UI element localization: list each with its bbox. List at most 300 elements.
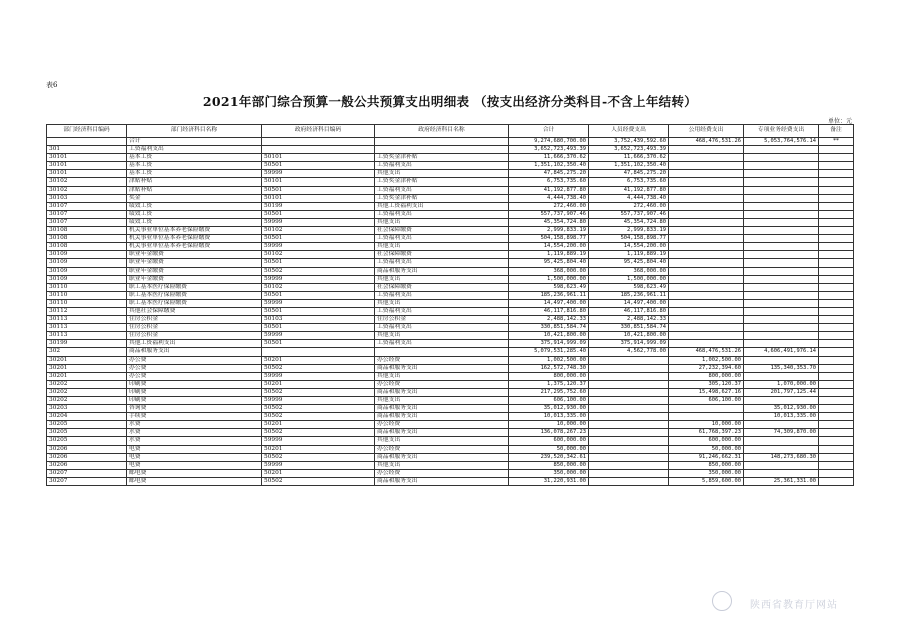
- table-cell-public: [669, 243, 744, 251]
- table-cell-public: [669, 186, 744, 194]
- table-cell-c1: 30101: [47, 170, 127, 178]
- table-row: [47, 251, 854, 259]
- table-cell-note: [819, 477, 854, 485]
- table-cell-public: [669, 267, 744, 275]
- table-cell-public: [669, 299, 744, 307]
- table-cell-total: 3,652,723,493.39: [509, 146, 589, 154]
- table-row: [47, 202, 854, 210]
- table-cell-total: 368,000.00: [509, 267, 589, 275]
- table-row: [47, 146, 854, 154]
- table-cell-public: 91,246,662.31: [669, 453, 744, 461]
- table-cell-public: 468,476,531.26: [669, 138, 744, 146]
- col-header: 部门经济科目名称: [127, 125, 262, 138]
- table-cell-special: [744, 235, 819, 243]
- table-row: [47, 469, 854, 477]
- table-cell-note: [819, 421, 854, 429]
- table-cell-total: 10,000.00: [509, 421, 589, 429]
- table-cell-special: [744, 469, 819, 477]
- table-row: [47, 291, 854, 299]
- table-cell-c4: 其他工资福利支出: [375, 202, 509, 210]
- table-cell-public: [669, 332, 744, 340]
- table-cell-c2: 工资福利支出: [127, 146, 262, 154]
- col-header: 公用经费支出: [669, 125, 744, 138]
- table-cell-c1: 30201: [47, 356, 127, 364]
- table-body: [47, 138, 854, 486]
- table-cell-note: [819, 202, 854, 210]
- table-row: [47, 388, 854, 396]
- table-cell-special: [744, 307, 819, 315]
- table-cell-public: 800,000.00: [669, 372, 744, 380]
- table-row: [47, 154, 854, 162]
- table-cell-c3: 50201: [262, 421, 375, 429]
- table-cell-c1: 30109: [47, 251, 127, 259]
- table-cell-public: [669, 275, 744, 283]
- table-cell-personnel: [589, 372, 669, 380]
- table-cell-public: [669, 340, 744, 348]
- table-cell-c2: 办公费: [127, 372, 262, 380]
- table-cell-c4: 其他支出: [375, 397, 509, 405]
- table-cell-public: 606,100.00: [669, 397, 744, 405]
- table-row: [47, 477, 854, 485]
- table-cell-c1: 30206: [47, 445, 127, 453]
- table-cell-c4: 商品和服务支出: [375, 388, 509, 396]
- table-row: [47, 218, 854, 226]
- table-cell-public: [669, 307, 744, 315]
- table-cell-total: 47,845,275.20: [509, 170, 589, 178]
- table-cell-total: 162,572,748.30: [509, 364, 589, 372]
- table-cell-c2: 基本工资: [127, 170, 262, 178]
- table-cell-note: [819, 364, 854, 372]
- table-cell-c2: 邮电费: [127, 477, 262, 485]
- table-cell-c1: 302: [47, 348, 127, 356]
- table-cell-note: [819, 243, 854, 251]
- table-cell-total: 850,000.00: [509, 461, 589, 469]
- table-cell-c2: 合计: [127, 138, 262, 146]
- table-cell-personnel: [589, 388, 669, 396]
- table-cell-c2: 基本工资: [127, 162, 262, 170]
- table-cell-personnel: 46,117,816.80: [589, 307, 669, 315]
- table-cell-note: [819, 283, 854, 291]
- table-cell-c3: 59999: [262, 275, 375, 283]
- table-cell-special: [744, 178, 819, 186]
- table-cell-c3: 59999: [262, 243, 375, 251]
- table-cell-public: 350,000.00: [669, 469, 744, 477]
- table-row: [47, 170, 854, 178]
- table-cell-c1: 30205: [47, 421, 127, 429]
- table-cell-special: [744, 210, 819, 218]
- table-cell-c4: 工资奖金津补贴: [375, 154, 509, 162]
- table-cell-personnel: [589, 469, 669, 477]
- table-cell-c2: 津贴补贴: [127, 186, 262, 194]
- table-cell-total: 14,554,200.00: [509, 243, 589, 251]
- col-header: 合计: [509, 125, 589, 138]
- table-row: [47, 227, 854, 235]
- table-cell-note: [819, 324, 854, 332]
- table-cell-c4: 工资奖金津补贴: [375, 194, 509, 202]
- table-cell-note: [819, 461, 854, 469]
- table-cell-c2: 奖金: [127, 194, 262, 202]
- table-cell-c3: 50101: [262, 178, 375, 186]
- table-cell-c2: 办公费: [127, 356, 262, 364]
- table-cell-c1: 30113: [47, 332, 127, 340]
- table-cell-c4: 其他支出: [375, 218, 509, 226]
- table-cell-special: [744, 243, 819, 251]
- table-row: [47, 275, 854, 283]
- table-cell-c4: 办公经费: [375, 445, 509, 453]
- table-cell-note: [819, 340, 854, 348]
- table-cell-special: [744, 259, 819, 267]
- table-cell-public: 15,498,627.16: [669, 388, 744, 396]
- table-cell-total: 375,914,999.09: [509, 340, 589, 348]
- table-cell-c3: 50201: [262, 356, 375, 364]
- table-cell-personnel: 45,354,724.80: [589, 218, 669, 226]
- table-cell-personnel: [589, 421, 669, 429]
- table-cell-public: [669, 251, 744, 259]
- table-cell-c3: 50102: [262, 251, 375, 259]
- table-cell-c1: 30110: [47, 291, 127, 299]
- table-cell-c1: 30103: [47, 194, 127, 202]
- table-cell-personnel: 1,119,889.19: [589, 251, 669, 259]
- table-cell-special: 5,053,764,576.14: [744, 138, 819, 146]
- table-cell-c3: 50101: [262, 154, 375, 162]
- table-cell-public: [669, 170, 744, 178]
- table-cell-public: 5,859,600.00: [669, 477, 744, 485]
- table-cell-public: 305,120.37: [669, 380, 744, 388]
- table-cell-total: 9,274,680,700.00: [509, 138, 589, 146]
- table-row: [47, 364, 854, 372]
- table-row: [47, 413, 854, 421]
- table-cell-personnel: 598,623.49: [589, 283, 669, 291]
- table-cell-c2: 职工基本医疗保险缴费: [127, 291, 262, 299]
- table-cell-special: 1,070,000.00: [744, 380, 819, 388]
- table-cell-total: 6,753,735.60: [509, 178, 589, 186]
- table-cell-personnel: 41,192,877.80: [589, 186, 669, 194]
- table-cell-total: 5,079,531,285.40: [509, 348, 589, 356]
- table-cell-c1: 30101: [47, 154, 127, 162]
- table-cell-special: [744, 445, 819, 453]
- table-cell-special: [744, 332, 819, 340]
- table-cell-note: [819, 218, 854, 226]
- table-cell-special: 10,013,335.00: [744, 413, 819, 421]
- table-cell-note: [819, 429, 854, 437]
- table-cell-c3: 50501: [262, 324, 375, 332]
- table-cell-c4: 工资奖金津补贴: [375, 178, 509, 186]
- table-cell-c1: [47, 138, 127, 146]
- table-cell-total: 11,666,370.62: [509, 154, 589, 162]
- table-cell-note: [819, 372, 854, 380]
- table-cell-note: [819, 356, 854, 364]
- table-cell-special: [744, 397, 819, 405]
- table-cell-c4: 办公经费: [375, 380, 509, 388]
- table-cell-c1: 30203: [47, 405, 127, 413]
- table-cell-personnel: 4,562,778.00: [589, 348, 669, 356]
- table-row: [47, 138, 854, 146]
- table-cell-c2: 职工基本医疗保险缴费: [127, 283, 262, 291]
- table-cell-c3: 50502: [262, 429, 375, 437]
- table-cell-c1: 30202: [47, 397, 127, 405]
- table-cell-c4: [375, 138, 509, 146]
- table-cell-c4: 其他支出: [375, 170, 509, 178]
- table-cell-c4: 商品和服务支出: [375, 477, 509, 485]
- table-cell-c4: 社会保障缴费: [375, 251, 509, 259]
- table-cell-total: 800,000.00: [509, 372, 589, 380]
- table-cell-c2: 津贴补贴: [127, 178, 262, 186]
- table-cell-c4: 商品和服务支出: [375, 405, 509, 413]
- table-cell-c4: 商品和服务支出: [375, 413, 509, 421]
- table-cell-c4: 其他支出: [375, 243, 509, 251]
- table-cell-public: [669, 202, 744, 210]
- table-row: [47, 299, 854, 307]
- table-cell-note: [819, 178, 854, 186]
- table-cell-special: [744, 461, 819, 469]
- table-cell-c1: 30107: [47, 202, 127, 210]
- table-cell-total: 35,012,930.00: [509, 405, 589, 413]
- table-cell-note: [819, 259, 854, 267]
- table-cell-personnel: 185,236,961.11: [589, 291, 669, 299]
- table-cell-personnel: [589, 477, 669, 485]
- table-cell-total: 46,117,816.80: [509, 307, 589, 315]
- table-cell-c4: 其他支出: [375, 437, 509, 445]
- table-row: [47, 235, 854, 243]
- table-cell-personnel: 504,158,898.77: [589, 235, 669, 243]
- table-cell-total: 95,425,804.40: [509, 259, 589, 267]
- table-cell-note: [819, 170, 854, 178]
- table-cell-note: [819, 397, 854, 405]
- budget-table: [46, 124, 854, 486]
- table-cell-c3: 50502: [262, 364, 375, 372]
- table-row: [47, 453, 854, 461]
- table-cell-c4: 工资福利支出: [375, 307, 509, 315]
- table-cell-personnel: 330,851,584.74: [589, 324, 669, 332]
- table-cell-public: [669, 146, 744, 154]
- table-cell-c3: 50102: [262, 283, 375, 291]
- table-cell-c2: 电费: [127, 445, 262, 453]
- table-cell-public: 1,002,500.00: [669, 356, 744, 364]
- table-cell-c4: 其他支出: [375, 372, 509, 380]
- table-cell-special: [744, 170, 819, 178]
- table-cell-c2: 住房公积金: [127, 332, 262, 340]
- table-cell-personnel: 10,421,800.00: [589, 332, 669, 340]
- table-cell-c3: 59999: [262, 218, 375, 226]
- table-cell-personnel: [589, 413, 669, 421]
- table-cell-c3: 50502: [262, 453, 375, 461]
- table-cell-personnel: [589, 397, 669, 405]
- table-cell-note: [819, 251, 854, 259]
- table-cell-c4: 工资福利支出: [375, 162, 509, 170]
- table-cell-public: [669, 178, 744, 186]
- table-cell-c2: 基本工资: [127, 154, 262, 162]
- table-cell-c2: 住房公积金: [127, 316, 262, 324]
- table-cell-c4: 其他支出: [375, 275, 509, 283]
- table-cell-personnel: 4,444,738.40: [589, 194, 669, 202]
- table-cell-c4: 办公经费: [375, 469, 509, 477]
- table-cell-c1: 30107: [47, 210, 127, 218]
- table-cell-c2: 机关事业单位基本养老保险缴费: [127, 227, 262, 235]
- table-cell-c1: 30204: [47, 413, 127, 421]
- table-cell-personnel: 14,497,400.00: [589, 299, 669, 307]
- table-cell-c4: [375, 348, 509, 356]
- table-row: [47, 178, 854, 186]
- table-cell-c1: 30109: [47, 267, 127, 275]
- table-row: [47, 421, 854, 429]
- table-cell-total: 606,100.00: [509, 397, 589, 405]
- table-cell-note: [819, 227, 854, 235]
- table-cell-c1: 30108: [47, 243, 127, 251]
- table-cell-c2: 水费: [127, 429, 262, 437]
- table-cell-c2: 住房公积金: [127, 324, 262, 332]
- table-cell-c1: 30109: [47, 275, 127, 283]
- table-cell-c2: 水费: [127, 421, 262, 429]
- table-cell-c2: 办公费: [127, 364, 262, 372]
- table-row: [47, 372, 854, 380]
- table-cell-personnel: 368,000.00: [589, 267, 669, 275]
- table-cell-note: [819, 307, 854, 315]
- table-cell-special: [744, 218, 819, 226]
- table-cell-note: [819, 453, 854, 461]
- table-cell-c3: 50102: [262, 227, 375, 235]
- table-cell-total: 41,192,877.80: [509, 186, 589, 194]
- table-cell-total: 10,421,800.00: [509, 332, 589, 340]
- table-cell-c2: 电费: [127, 461, 262, 469]
- table-cell-personnel: [589, 380, 669, 388]
- table-cell-special: [744, 275, 819, 283]
- table-cell-personnel: [589, 453, 669, 461]
- table-cell-personnel: 2,999,833.19: [589, 227, 669, 235]
- table-cell-c2: 绩效工资: [127, 210, 262, 218]
- table-cell-public: [669, 210, 744, 218]
- table-cell-personnel: 95,425,804.40: [589, 259, 669, 267]
- table-cell-c4: 工资福利支出: [375, 235, 509, 243]
- table-cell-public: 27,232,394.60: [669, 364, 744, 372]
- table-cell-c2: 职业年金缴费: [127, 259, 262, 267]
- table-cell-c2: 印刷费: [127, 380, 262, 388]
- table-cell-c4: 商品和服务支出: [375, 429, 509, 437]
- table-cell-total: 31,220,931.00: [509, 477, 589, 485]
- table-cell-c1: 30113: [47, 316, 127, 324]
- table-cell-c3: 59999: [262, 170, 375, 178]
- table-cell-c2: 职业年金缴费: [127, 251, 262, 259]
- table-cell-public: [669, 405, 744, 413]
- table-cell-c1: 30205: [47, 437, 127, 445]
- table-cell-c4: 工资福利支出: [375, 186, 509, 194]
- table-cell-c1: 30207: [47, 477, 127, 485]
- table-cell-total: 45,354,724.80: [509, 218, 589, 226]
- table-cell-note: [819, 146, 854, 154]
- table-cell-c4: 商品和服务支出: [375, 364, 509, 372]
- table-cell-note: [819, 162, 854, 170]
- table-cell-c1: 30107: [47, 218, 127, 226]
- table-row: [47, 267, 854, 275]
- table-cell-total: 10,013,335.00: [509, 413, 589, 421]
- table-cell-special: 25,361,331.00: [744, 477, 819, 485]
- table-cell-note: [819, 291, 854, 299]
- table-cell-public: 468,476,531.26: [669, 348, 744, 356]
- table-cell-personnel: 3,752,439,592.60: [589, 138, 669, 146]
- table-cell-public: 50,000.00: [669, 445, 744, 453]
- table-cell-public: [669, 316, 744, 324]
- table-cell-public: [669, 227, 744, 235]
- table-cell-special: [744, 356, 819, 364]
- table-cell-c1: 30102: [47, 186, 127, 194]
- table-row: [47, 307, 854, 315]
- table-cell-personnel: [589, 461, 669, 469]
- table-cell-c2: 其他社会保障缴费: [127, 307, 262, 315]
- table-cell-total: 1,351,102,350.40: [509, 162, 589, 170]
- table-cell-c1: 30207: [47, 469, 127, 477]
- table-cell-personnel: 557,737,907.46: [589, 210, 669, 218]
- table-cell-c3: 50201: [262, 380, 375, 388]
- col-header: 备注: [819, 125, 854, 138]
- table-cell-c1: 30201: [47, 364, 127, 372]
- table-cell-c1: 30102: [47, 178, 127, 186]
- table-cell-note: [819, 445, 854, 453]
- table-cell-public: [669, 259, 744, 267]
- table-cell-public: 61,768,397.23: [669, 429, 744, 437]
- watermark: 陕西省教育厅网站: [750, 600, 838, 611]
- table-cell-c1: 30108: [47, 227, 127, 235]
- table-cell-personnel: [589, 445, 669, 453]
- table-cell-c4: 其他支出: [375, 461, 509, 469]
- table-cell-personnel: 2,488,142.33: [589, 316, 669, 324]
- table-cell-note: [819, 405, 854, 413]
- table-cell-special: [744, 316, 819, 324]
- table-cell-c1: 30205: [47, 429, 127, 437]
- table-cell-c2: 印刷费: [127, 388, 262, 396]
- table-cell-personnel: [589, 356, 669, 364]
- table-cell-special: [744, 202, 819, 210]
- table-cell-special: 148,273,680.30: [744, 453, 819, 461]
- table-cell-c4: 工资福利支出: [375, 340, 509, 348]
- table-cell-c2: 机关事业单位基本养老保险缴费: [127, 243, 262, 251]
- table-cell-c4: 办公经费: [375, 356, 509, 364]
- table-cell-public: [669, 324, 744, 332]
- table-cell-c1: 30201: [47, 372, 127, 380]
- table-cell-note: [819, 210, 854, 218]
- watermark-seal-icon: [712, 591, 732, 611]
- table-cell-c3: 50501: [262, 162, 375, 170]
- table-cell-special: [744, 154, 819, 162]
- table-cell-note: [819, 316, 854, 324]
- table-row: [47, 445, 854, 453]
- table-cell-special: [744, 283, 819, 291]
- table-cell-c2: 绩效工资: [127, 202, 262, 210]
- table-cell-personnel: 11,666,370.62: [589, 154, 669, 162]
- table-cell-c4: [375, 146, 509, 154]
- table-row: [47, 356, 854, 364]
- table-cell-personnel: 1,500,000.00: [589, 275, 669, 283]
- table-cell-special: [744, 291, 819, 299]
- table-row: [47, 283, 854, 291]
- table-cell-special: [744, 421, 819, 429]
- table-cell-c1: 30110: [47, 299, 127, 307]
- table-cell-total: 1,002,500.00: [509, 356, 589, 364]
- table-cell-note: [819, 437, 854, 445]
- table-cell-special: [744, 251, 819, 259]
- table-cell-public: [669, 154, 744, 162]
- table-cell-public: [669, 413, 744, 421]
- table-cell-total: 14,497,400.00: [509, 299, 589, 307]
- table-cell-total: 239,520,342.61: [509, 453, 589, 461]
- table-cell-special: [744, 372, 819, 380]
- table-cell-c1: 30202: [47, 388, 127, 396]
- table-row: [47, 316, 854, 324]
- table-row: [47, 348, 854, 356]
- table-cell-c4: 工资福利支出: [375, 291, 509, 299]
- table-row: [47, 397, 854, 405]
- table-cell-c3: 50201: [262, 445, 375, 453]
- table-cell-c3: 50502: [262, 477, 375, 485]
- table-cell-personnel: 3,652,723,493.39: [589, 146, 669, 154]
